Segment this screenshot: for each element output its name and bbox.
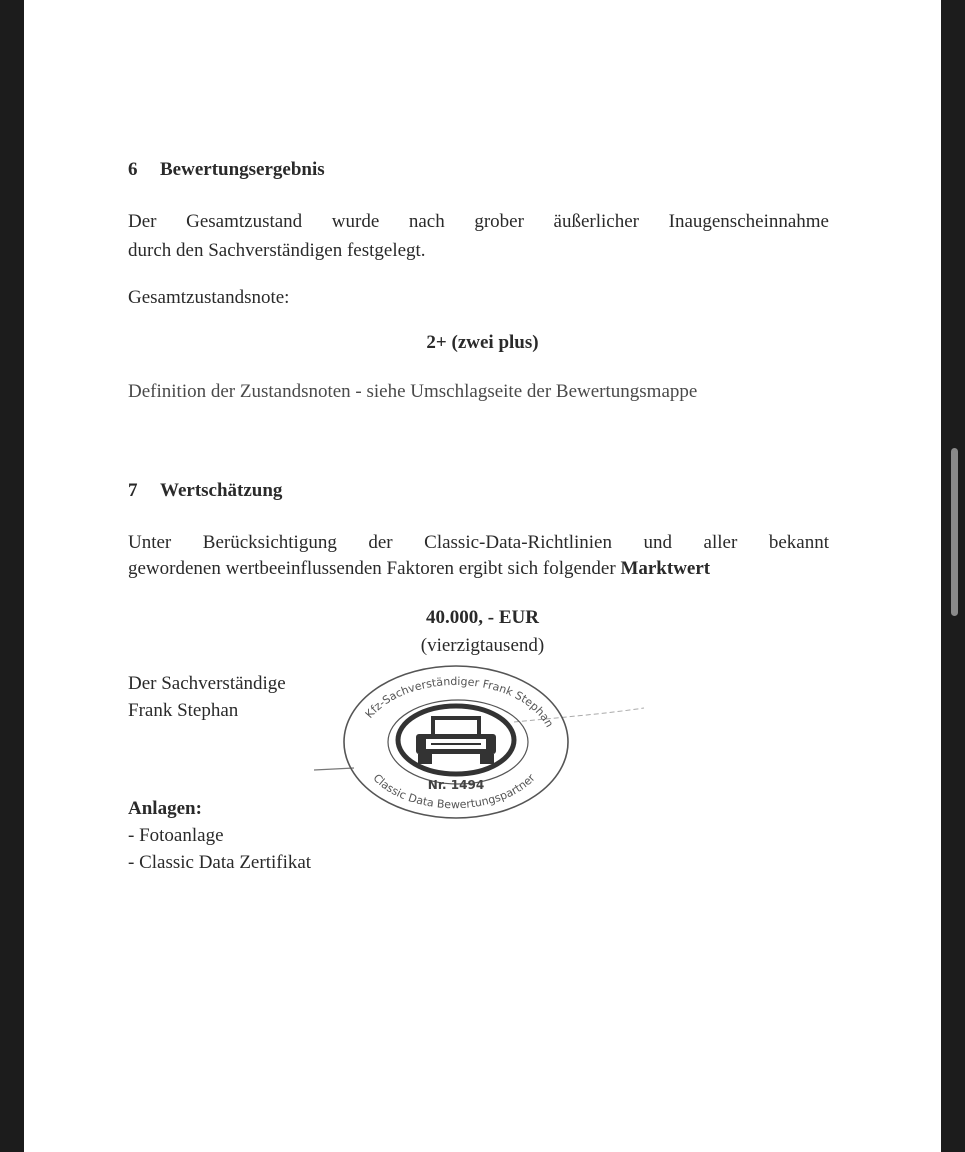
viewer-left-margin <box>0 0 24 1152</box>
stamp-top-text: Kfz-Sachverständiger Frank Stephan <box>362 674 557 730</box>
section-7-text-line-2-prefix: gewordenen wertbeeinflussenden Faktoren ergibt sich folgender <box>128 558 621 579</box>
section-6-title: Bewertungsergebnis <box>160 159 325 180</box>
grade-value: 2+ (zwei plus) <box>426 332 539 353</box>
stamp-number: Nr. 1494 <box>427 778 485 792</box>
grade-definition: Definition der Zustandsnoten - siehe Umschlagseite der Bewertungsmappe <box>128 381 698 402</box>
car-emblem-icon <box>398 706 514 774</box>
section-7-heading <box>128 477 282 505</box>
signature-role: Der Sachverständige <box>128 673 286 694</box>
grade-label: Gesamtzustandsnote: <box>128 287 290 308</box>
section-6-heading <box>128 156 325 184</box>
section-6-text-line-2: durch den Sachverständigen festgelegt. <box>128 240 426 261</box>
section-7-number: 7 <box>128 480 138 501</box>
expert-stamp <box>336 660 576 825</box>
market-value-amount: 40.000, - EUR <box>426 607 539 628</box>
section-6-text-line-1: Der Gesamtzustand wurde nach grober äußerlicher Inaugenscheinnahme <box>128 211 829 232</box>
scrollbar-thumb[interactable] <box>951 448 958 616</box>
document-page <box>24 0 941 1152</box>
section-7-title: Wertschätzung <box>160 480 283 501</box>
attachments-title: Anlagen: <box>128 798 202 819</box>
market-value-words: (vierzigtausend) <box>420 635 545 656</box>
signature-name: Frank Stephan <box>128 700 239 721</box>
section-7-text-line-1: Unter Berücksichtigung der Classic-Data-Richtlinien und aller bekannt <box>128 532 829 553</box>
section-6-number: 6 <box>128 159 138 180</box>
market-value-label: Marktwert <box>620 558 711 579</box>
attachment-item: - Fotoanlage <box>128 825 224 846</box>
stamp-bottom-text: Classic Data Bewertungspartner <box>370 771 538 812</box>
attachment-item: - Classic Data Zertifikat <box>128 852 312 873</box>
section-7-text-line-2 <box>128 555 710 583</box>
